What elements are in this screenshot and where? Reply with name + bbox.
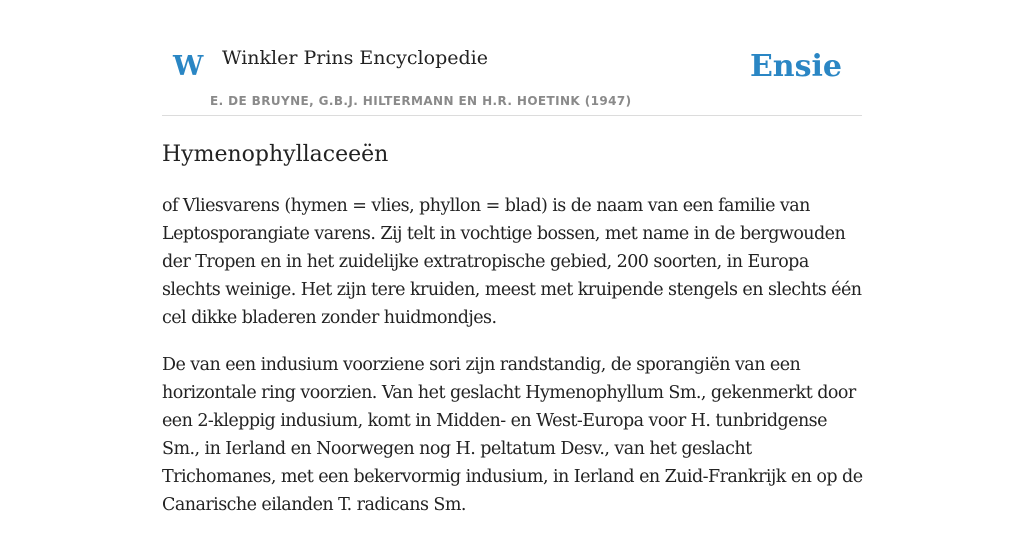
entry-paragraph: De van een indusium voorziene sori zijn randstandig, de sporangiën van een horizontale ring voorzien. Van het geslacht Hymenophyllum Sm., gekenmerkt door een 2-kleppig indusium, komt in Midden- en West-Europa voor H. tunbridgense Sm., in Ierland en Noorwegen nog H. peltatum Desv., van het geslacht Trichomanes, met een bekervormig indusium, in Ierland en Zuid-Frankrijk en op de Canarische eilanden T. radicans Sm. (162, 355, 863, 515)
ensie-logo-link[interactable]: Ensie (749, 49, 842, 84)
entry-title: Hymenophyllaceeën (162, 142, 389, 167)
entry-body (162, 192, 864, 538)
winkler-prins-logo[interactable]: W (173, 51, 204, 82)
entry-paragraph: of Vliesvarens (hymen = vlies, phyllon = blad) is de naam van een familie van Leptosporangiate varens. Zij telt in vochtige bossen, met name in de bergwouden der Tropen en in het zuidelijke extratropische gebied, 200 soorten, in Europa slechts weinige. Het zijn tere kruiden, meest met kruipende stengels en slechts één cel dikke bladeren zonder huidmondjes. (162, 196, 862, 328)
book-title[interactable]: Winkler Prins Encyclopedie (222, 47, 488, 69)
book-authors: E. DE BRUYNE, G.B.J. HILTERMANN EN H.R. HOETINK (1947) (210, 94, 632, 108)
encyclopedia-header (162, 0, 862, 116)
